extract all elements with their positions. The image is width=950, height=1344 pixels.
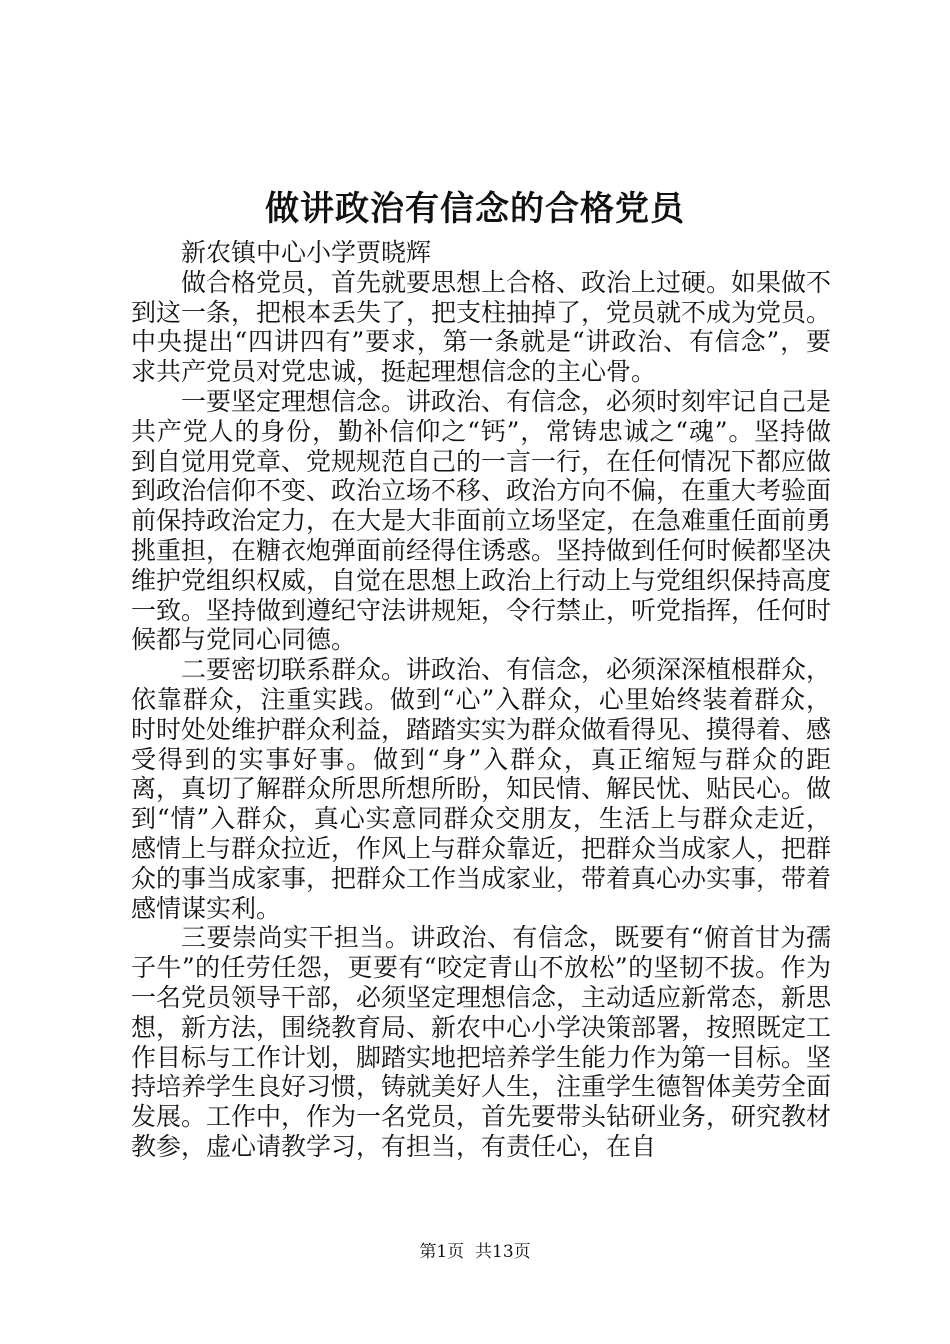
paragraph-intro: 做合格党员，首先就要思想上合格、政治上过硬。如果做不到这一条，把根本丢失了，把支柱抽掉了，党员就不成为党员。中央提出“四讲四有”要求，第一条就是“讲政治、有信念”，要求共产党员对党忠诚，挺起理想信念的主心骨。 [131,267,832,387]
page-footer [0,1240,950,1264]
page-number: 第1页 [419,1242,465,1262]
paragraph-1: 一要坚定理想信念。讲政治、有信念，必须时刻牢记自己是共产党人的身份，勤补信仰之“钙”，常铸忠诚之“魂”。坚持做到自觉用党章、党规规范自己的一言一行，在任何情况下都应做到政治信仰不变、政治立场不移、政治方向不偏，在重大考验面前保持政治定力，在大是大非面前立场坚定，在急难重任面前勇挑重担，在糖衣炮弹面前经得住诱惑。坚持做到任何时候都坚决维护党组织权威，自觉在思想上政治上行动上与党组织保持高度一致。坚持做到遵纪守法讲规矩，令行禁止，听党指挥，任何时候都与党同心同德。 [131,386,832,655]
page-total: 共13页 [475,1242,531,1262]
document-body [131,238,831,1162]
paragraph-2: 二要密切联系群众。讲政治、有信念，必须深深植根群众，依靠群众，注重实践。做到“心”入群众，心里始终装着群众，时时处处维护群众利益，踏踏实实为群众做看得见、摸得着、感受得到的实事好事。做到“身”入群众，真正缩短与群众的距离，真切了解群众所思所想所盼，知民情、解民忧、贴民心。做到“情”入群众，真心实意同群众交朋友，生活上与群众走近，感情上与群众拉近，作风上与群众靠近，把群众当成家人，把群众的事当成家事，把群众工作当成家业，带着真心办实事，带着感情谋实利。 [131,655,832,923]
paragraph-3: 三要崇尚实干担当。讲政治、有信念，既要有“俯首甘为孺子牛”的任劳任怨，更要有“咬定青山不放松”的坚韧不拔。作为一名党员领导干部，必须坚定理想信念，主动适应新常态，新思想，新方法，围绕教育局、新农中心小学决策部署，按照既定工作目标与工作计划，脚踏实地把培养学生能力作为第一目标。坚持培养学生良好习惯，铸就美好人生，注重学生德智体美劳全面发展。工作中，作为一名党员，首先要带头钻研业务，研究教材教参，虚心请教学习，有担当，有责任心，在自 [131,923,832,1161]
author-line: 新农镇中心小学贾晓辉 [181,238,432,267]
document-title: 做讲政治有信念的合格党员 [265,189,685,229]
